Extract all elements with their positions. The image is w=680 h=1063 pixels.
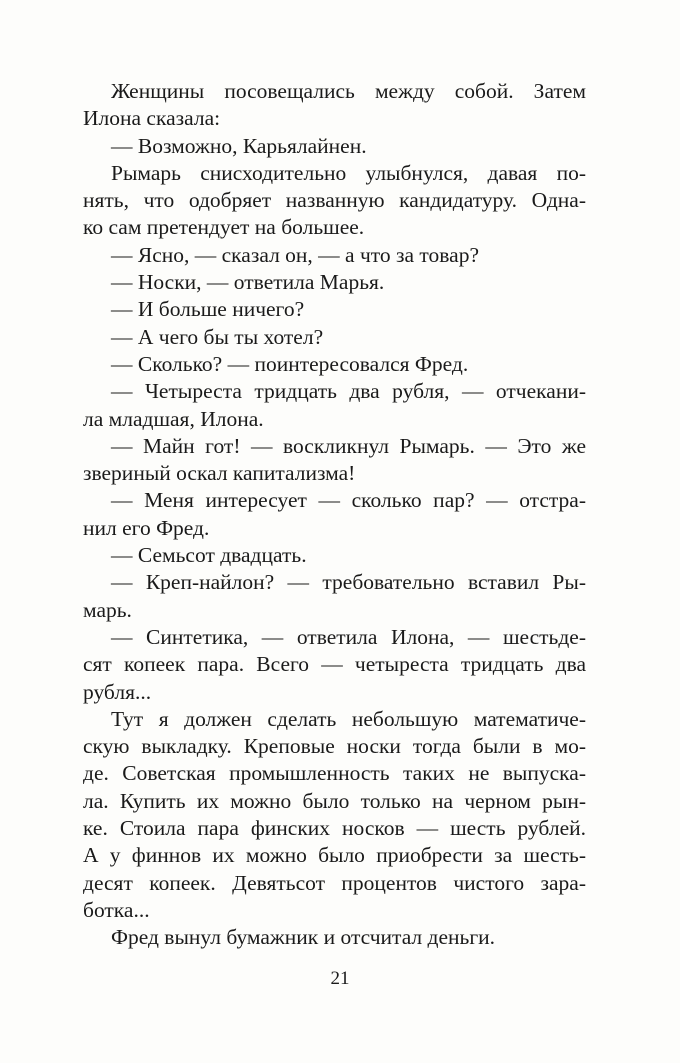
text-line: рубля... [83, 679, 152, 704]
text-line: ла младшая, Илона. [83, 406, 264, 431]
text-line: нять, что одобряет названную кандидатуру. Одна- [83, 188, 586, 213]
text-line: Женщины посовещались между собой. Затем [111, 79, 586, 103]
text-line: — И больше ничего? [111, 297, 305, 322]
text-line: Илона сказала: [83, 106, 221, 131]
text-line: — Семьсот двадцать. [111, 543, 307, 568]
text-line: десят копеек. Девятьсот процентов чистого зара- [83, 870, 586, 895]
text-line: ботка... [83, 897, 150, 922]
text-line: Фред вынул бумажник и отсчитал деньги. [111, 925, 496, 950]
text-line: — Сколько? — поинтересовался Фред. [111, 351, 469, 376]
page-number: 21 [330, 968, 350, 989]
text-line: — Меня интересует — сколько пар? — отстра- [111, 488, 586, 513]
text-line: марь. [83, 597, 132, 622]
text-line: Тут я должен сделать небольшую математиче- [111, 706, 586, 731]
text-line: — Носки, — ответила Марья. [111, 270, 385, 295]
text-line: звериный оскал капитализма! [83, 461, 356, 486]
text-line: нил его Фред. [83, 515, 210, 540]
text-line: скую выкладку. Креповые носки тогда были в мо- [83, 734, 586, 759]
text-line: — А чего бы ты хотел? [111, 324, 324, 349]
text-line: — Синтетика, — ответила Илона, — шестьде- [111, 624, 586, 649]
text-line: — Ясно, — сказал он, — а что за товар? [111, 242, 479, 267]
text-line: А у финнов их можно было приобрести за шесть- [83, 843, 586, 868]
text-line: де. Советская промышленность таких не выпуска- [83, 761, 586, 786]
text-line: ла. Купить их можно было только на черном рын- [83, 788, 586, 813]
text-line: Рымарь снисходительно улыбнулся, давая по- [111, 160, 586, 185]
text-line: ко сам претендует на большее. [83, 215, 365, 240]
page-body-text [83, 78, 586, 952]
text-line: сят копеек пара. Всего — четыреста тридцать два [83, 652, 586, 677]
text-line: — Майн гот! — воскликнул Рымарь. — Это же [111, 433, 586, 458]
text-line: — Возможно, Карьялайнен. [111, 133, 367, 158]
text-line: — Четыреста тридцать два рубля, — отчекани- [111, 379, 586, 404]
text-line: ке. Стоила пара финских носков — шесть рублей. [83, 816, 586, 841]
text-line: — Креп-найлон? — требовательно вставил Ры- [111, 570, 586, 595]
